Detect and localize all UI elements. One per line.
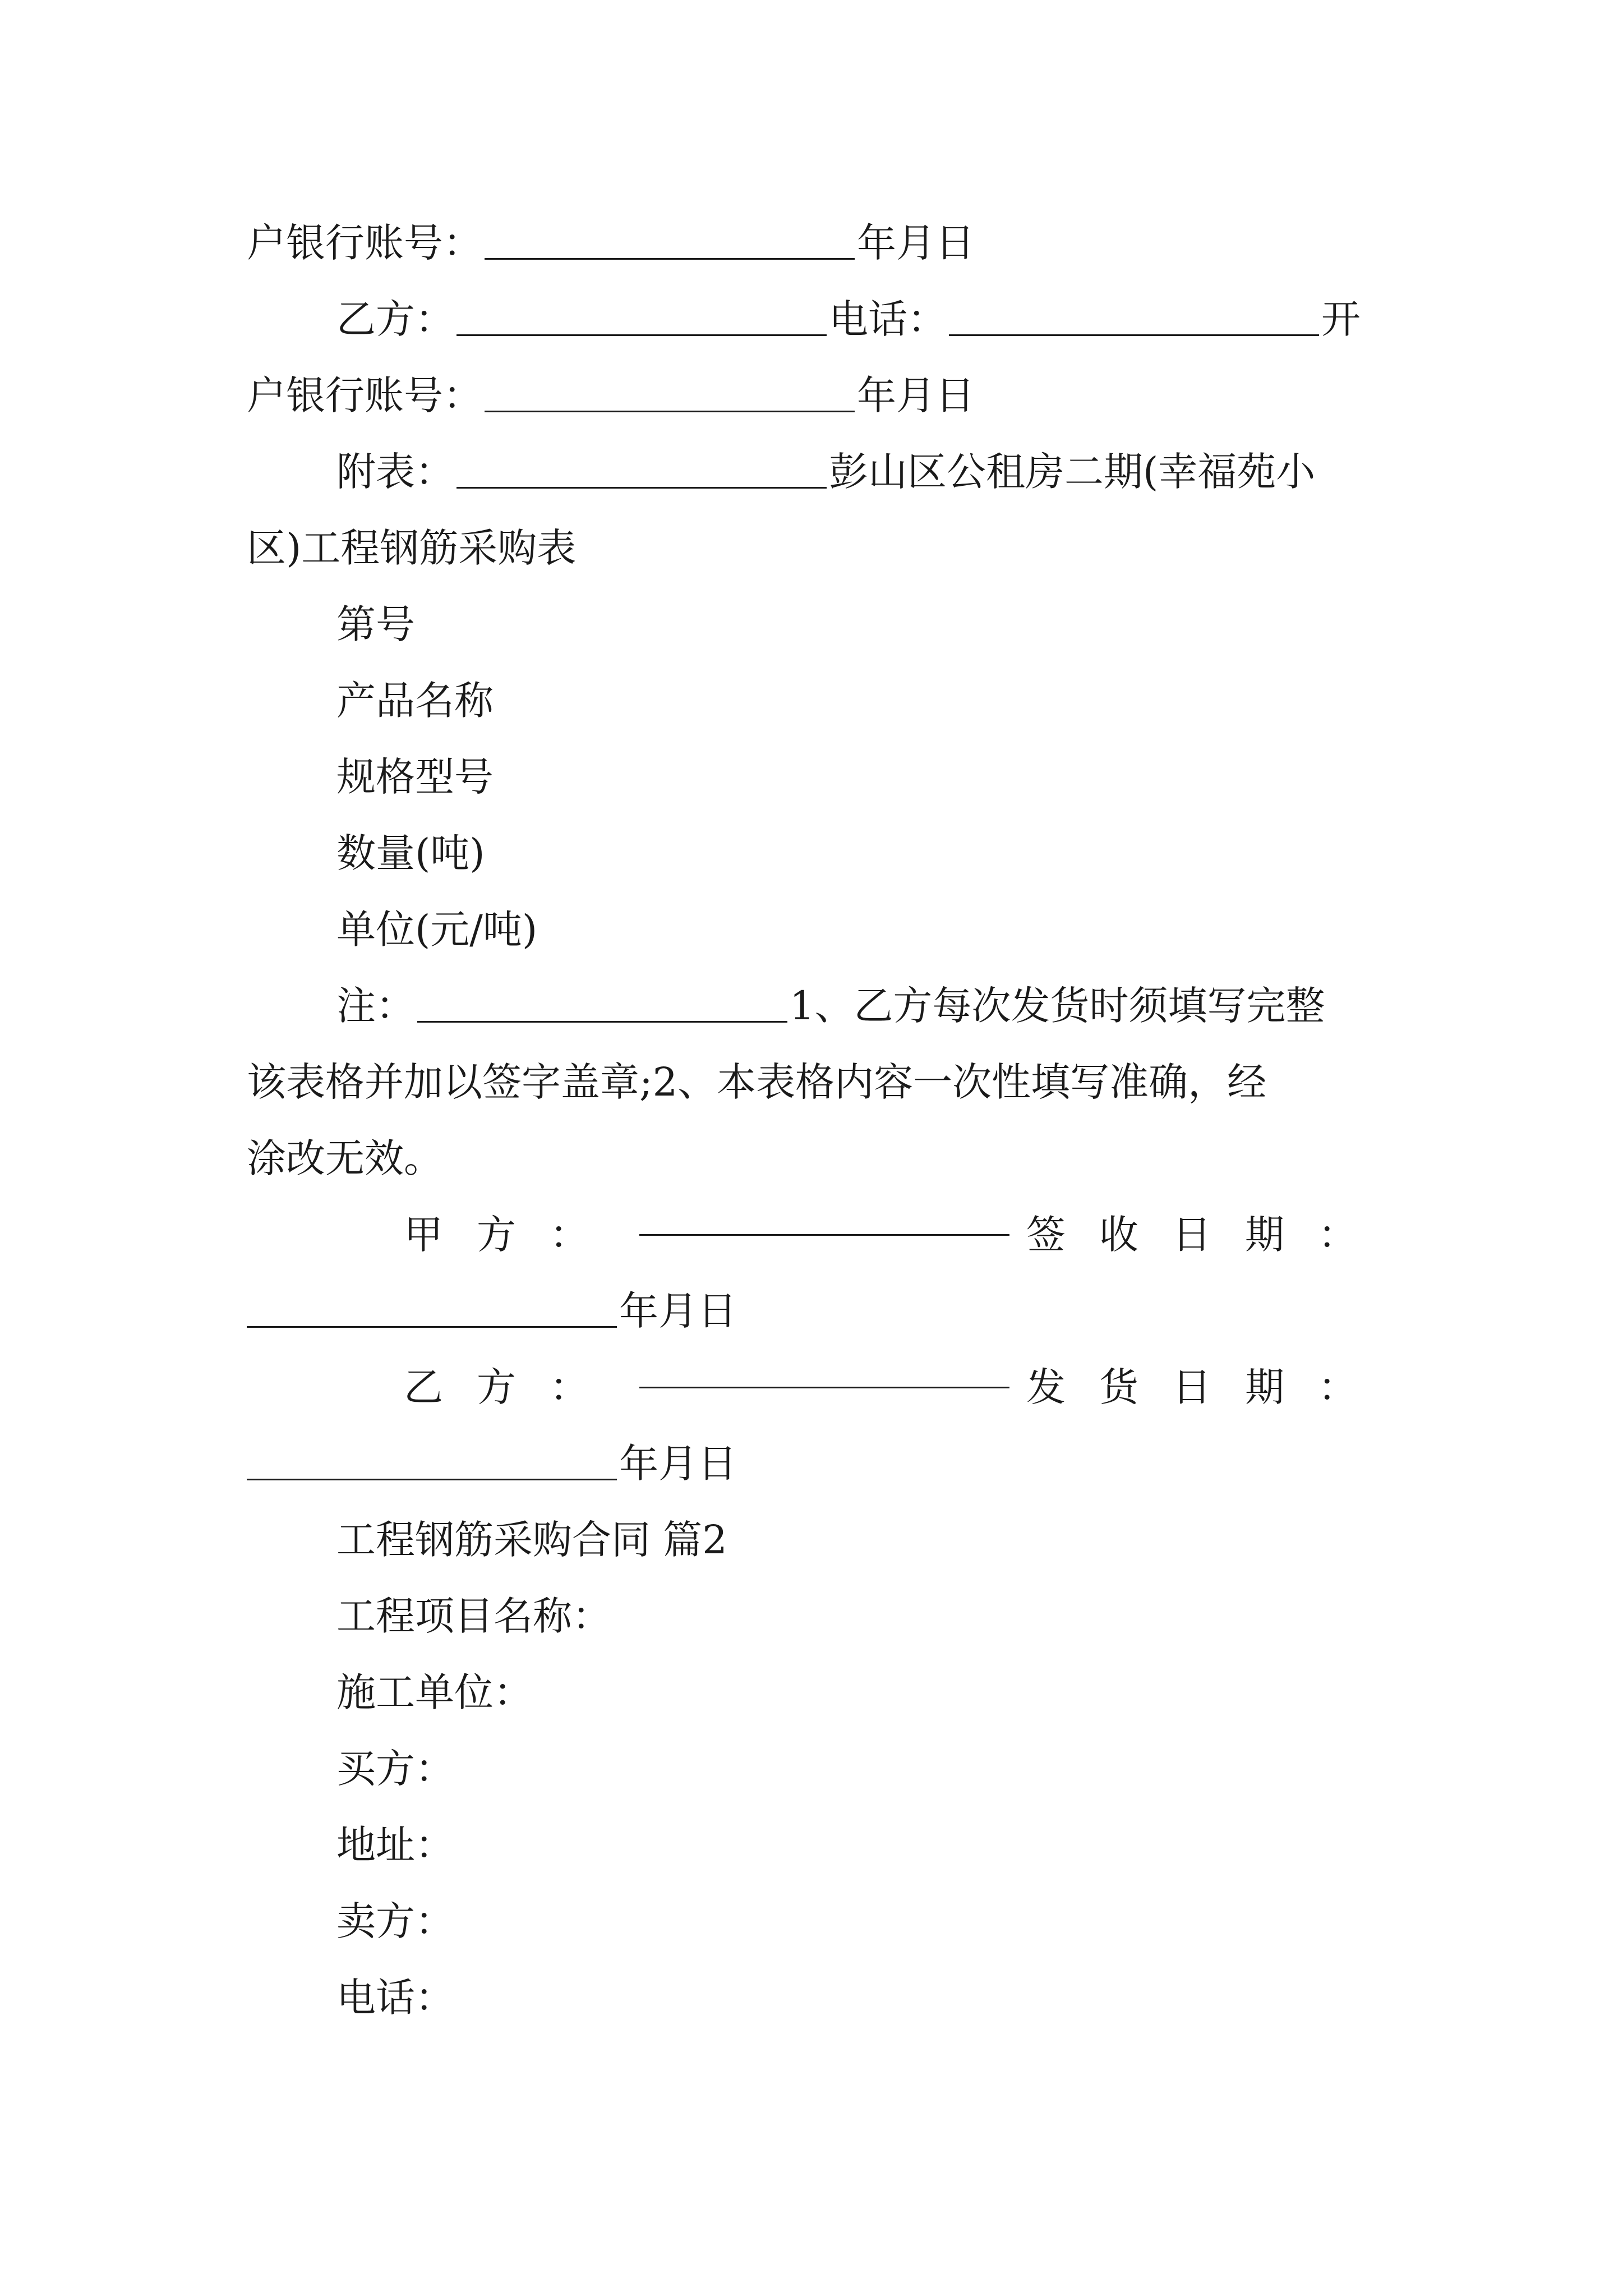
fill-blank — [457, 334, 827, 336]
label-bank-account: 户银行账号： — [247, 220, 482, 266]
fill-blank — [485, 258, 855, 260]
field-seller: 卖方： — [336, 1898, 454, 1944]
line-note-cont: 该表格并加以签字盖章;2、本表格内容一次性填写准确，经 — [247, 1059, 1267, 1105]
line-ship-date-fill — [247, 1433, 1391, 1494]
line-party-b-ship — [247, 1356, 1391, 1418]
line-note — [247, 975, 1481, 1037]
field-buyer: 买方： — [336, 1746, 454, 1792]
field-address: 地址： — [336, 1822, 454, 1868]
label-party-b: 乙方： — [404, 1364, 623, 1410]
label-bank-account: 户银行账号： — [247, 372, 482, 418]
label-note: 注： — [336, 983, 415, 1029]
field-quantity: 数量(吨) — [336, 830, 485, 876]
note-text: 1、乙方每次发货时须填写完整 — [790, 983, 1325, 1029]
fill-blank — [247, 1479, 617, 1480]
field-product-name: 产品名称 — [336, 678, 494, 724]
label-open: 开 — [1321, 296, 1361, 342]
line-appendix — [247, 441, 1481, 503]
fill-blank — [639, 1234, 1009, 1236]
fill-blank — [485, 411, 855, 412]
field-construction-unit: 施工单位： — [336, 1669, 533, 1715]
fill-blank — [457, 487, 827, 489]
fill-blank — [247, 1326, 617, 1328]
fill-blank — [949, 334, 1319, 336]
label-sign-date: 签收日期： — [1026, 1212, 1391, 1258]
line-appendix-cont: 区)工程钢筋采购表 — [247, 525, 577, 571]
date-suffix: 年月日 — [857, 372, 975, 418]
line-note-end: 涂改无效。 — [247, 1135, 443, 1181]
line-bank-account-2 — [247, 365, 1391, 426]
appendix-title: 彭山区公租房二期(幸福苑小 — [829, 449, 1316, 495]
line-party-a-sign — [247, 1204, 1391, 1266]
label-appendix: 附表： — [336, 449, 454, 495]
field-spec-model: 规格型号 — [336, 754, 494, 800]
section-title: 工程钢筋采购合同 篇2 — [336, 1517, 727, 1563]
field-number: 第号 — [336, 601, 415, 647]
date-suffix: 年月日 — [619, 1441, 737, 1487]
field-unit: 单位(元/吨) — [336, 907, 538, 953]
fill-blank — [639, 1387, 1009, 1388]
field-phone: 电话： — [336, 1975, 454, 2021]
line-bank-account-1 — [247, 212, 1391, 274]
line-sign-date-fill — [247, 1280, 1391, 1342]
date-suffix: 年月日 — [619, 1288, 737, 1334]
label-party-a: 甲方： — [404, 1212, 623, 1258]
fill-blank — [417, 1021, 787, 1023]
label-phone: 电话： — [829, 296, 947, 342]
label-party-b: 乙方： — [336, 296, 454, 342]
field-project-name: 工程项目名称： — [336, 1593, 611, 1639]
line-party-b-phone — [247, 288, 1481, 350]
label-ship-date: 发货日期： — [1026, 1364, 1391, 1410]
date-suffix: 年月日 — [857, 220, 975, 266]
